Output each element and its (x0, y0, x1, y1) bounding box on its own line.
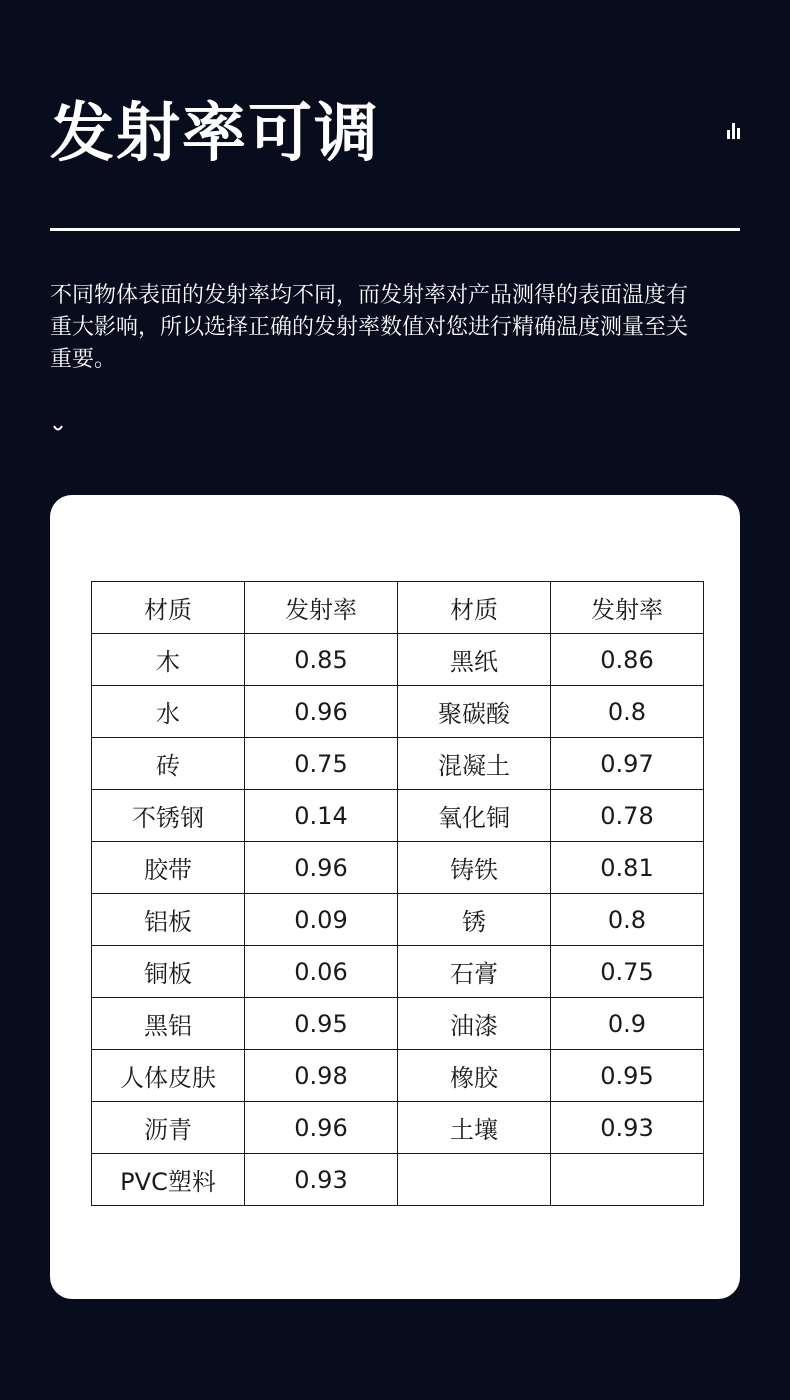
emissivity-cell: 0.85 (245, 634, 398, 686)
material-cell: 油漆 (398, 998, 551, 1050)
table-row (92, 842, 704, 894)
header-emissivity: 发射率 (551, 582, 704, 634)
material-cell: 橡胶 (398, 1050, 551, 1102)
material-cell: 石膏 (398, 946, 551, 998)
emissivity-cell: 0.8 (551, 894, 704, 946)
emissivity-cell: 0.75 (245, 738, 398, 790)
material-cell: 锈 (398, 894, 551, 946)
header-material: 材质 (398, 582, 551, 634)
emissivity-cell: 0.14 (245, 790, 398, 842)
emissivity-cell: 0.97 (551, 738, 704, 790)
emissivity-cell: 0.75 (551, 946, 704, 998)
table-header-row (92, 582, 704, 634)
emissivity-cell: 0.93 (551, 1102, 704, 1154)
emissivity-cell: 0.95 (245, 998, 398, 1050)
emissivity-cell: 0.95 (551, 1050, 704, 1102)
table-row (92, 998, 704, 1050)
material-cell: 胶带 (92, 842, 245, 894)
material-cell: 木 (92, 634, 245, 686)
material-cell: 不锈钢 (92, 790, 245, 842)
material-cell: 黑铝 (92, 998, 245, 1050)
table-row (92, 946, 704, 998)
material-cell: 沥青 (92, 1102, 245, 1154)
emissivity-cell: 0.96 (245, 1102, 398, 1154)
emissivity-cell: 0.98 (245, 1050, 398, 1102)
emissivity-cell: 0.06 (245, 946, 398, 998)
emissivity-cell: 0.09 (245, 894, 398, 946)
table-row (92, 1050, 704, 1102)
material-cell: 黑纸 (398, 634, 551, 686)
emissivity-cell: 0.9 (551, 998, 704, 1050)
table-row (92, 686, 704, 738)
material-cell: 铝板 (92, 894, 245, 946)
emissivity-cell: 0.86 (551, 634, 704, 686)
material-cell: 铜板 (92, 946, 245, 998)
header-material: 材质 (92, 582, 245, 634)
material-cell: 水 (92, 686, 245, 738)
material-cell: 混凝土 (398, 738, 551, 790)
table-row (92, 738, 704, 790)
material-cell: 人体皮肤 (92, 1050, 245, 1102)
bar-chart-icon (727, 123, 741, 139)
material-cell: 聚碳酸 (398, 686, 551, 738)
chevron-mark-icon (52, 424, 64, 434)
emissivity-cell: 0.81 (551, 842, 704, 894)
emissivity-table (91, 581, 704, 1206)
page-title: 发射率可调 (50, 97, 380, 171)
table-row (92, 1154, 704, 1206)
table-row (92, 634, 704, 686)
emissivity-cell: 0.96 (245, 686, 398, 738)
table-row (92, 894, 704, 946)
material-cell: 氧化铜 (398, 790, 551, 842)
material-cell: 土壤 (398, 1102, 551, 1154)
material-cell: 砖 (92, 738, 245, 790)
header-emissivity: 发射率 (245, 582, 398, 634)
emissivity-cell (551, 1154, 704, 1206)
description-text: 不同物体表面的发射率均不同，而发射率对产品测得的表面温度有重大影响，所以选择正确的发射率数值对您进行精确温度测量至关重要。 (50, 283, 689, 372)
emissivity-cell: 0.96 (245, 842, 398, 894)
material-cell (398, 1154, 551, 1206)
title-divider (50, 228, 740, 231)
material-cell: 铸铁 (398, 842, 551, 894)
table-row (92, 790, 704, 842)
emissivity-cell: 0.8 (551, 686, 704, 738)
emissivity-cell: 0.78 (551, 790, 704, 842)
material-cell: PVC塑料 (92, 1154, 245, 1206)
emissivity-cell: 0.93 (245, 1154, 398, 1206)
emissivity-card (50, 495, 740, 1299)
table-row (92, 1102, 704, 1154)
